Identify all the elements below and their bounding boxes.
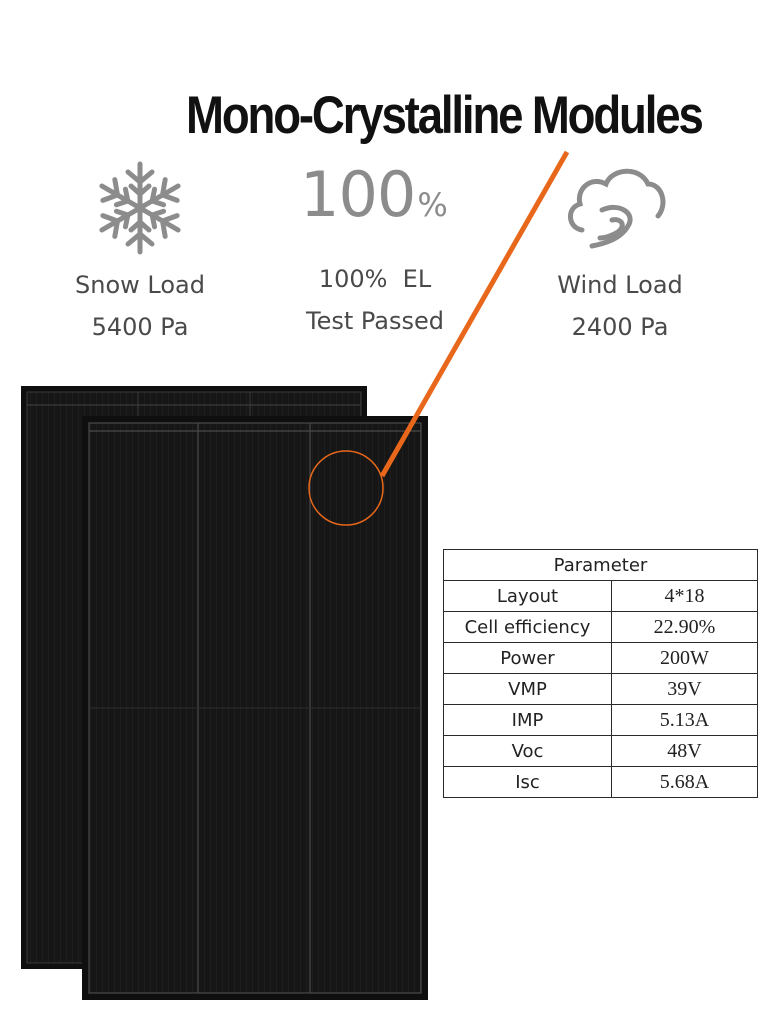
table-row xyxy=(444,674,758,705)
callout-line xyxy=(382,152,567,476)
param-value: 200W xyxy=(612,643,758,674)
param-label: Layout xyxy=(444,581,612,612)
page-title: Mono-Crystalline Modules xyxy=(186,86,702,145)
wind-load-value: 2400 Pa xyxy=(571,313,669,341)
el-percent-number: 100 xyxy=(300,158,416,231)
front-solar-panel xyxy=(82,416,428,1000)
param-label: VMP xyxy=(444,674,612,705)
parameter-table xyxy=(443,549,758,798)
param-value: 22.90% xyxy=(612,612,758,643)
param-value: 5.68A xyxy=(612,767,758,798)
param-value: 48V xyxy=(612,736,758,767)
table-row xyxy=(444,767,758,798)
table-header: Parameter xyxy=(444,550,758,581)
el-percent-unit: % xyxy=(417,186,448,224)
param-label: Power xyxy=(444,643,612,674)
param-label: IMP xyxy=(444,705,612,736)
el-test-status: Test Passed xyxy=(306,307,444,335)
table-row xyxy=(444,736,758,767)
snow-load-value: 5400 Pa xyxy=(91,313,189,341)
el-test-label: 100% EL xyxy=(318,265,432,293)
table-row xyxy=(444,581,758,612)
param-label: Cell efficiency xyxy=(444,612,612,643)
param-label: Isc xyxy=(444,767,612,798)
table-row xyxy=(444,643,758,674)
table-row xyxy=(444,612,758,643)
param-value: 39V xyxy=(612,674,758,705)
param-value: 5.13A xyxy=(612,705,758,736)
snow-load-label: Snow Load xyxy=(75,271,205,299)
table-row xyxy=(444,705,758,736)
param-label: Voc xyxy=(444,736,612,767)
wind-load-label: Wind Load xyxy=(557,271,683,299)
param-value: 4*18 xyxy=(612,581,758,612)
